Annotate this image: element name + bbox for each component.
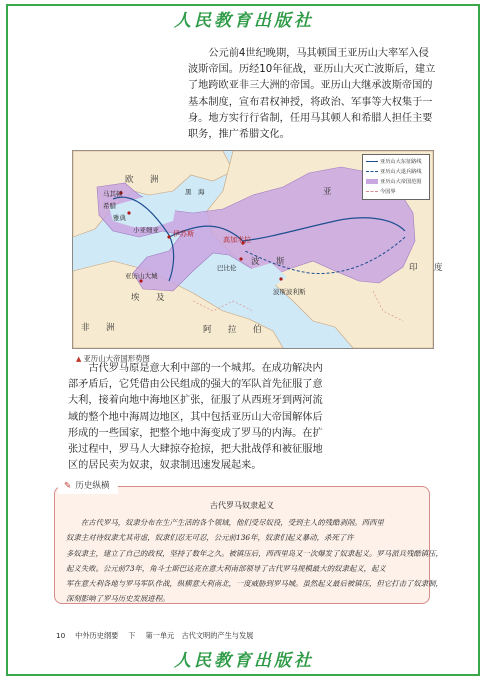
map-legend: [362, 154, 430, 200]
publisher-header: 人民教育出版社: [174, 11, 314, 31]
legend-label-conquest: 亚历山大东征路线: [380, 159, 422, 165]
map-label-athens: 雅典: [113, 214, 126, 222]
paragraph-alexander: [188, 46, 438, 143]
legend-label-empire: 亚历山大帝国范围: [380, 179, 422, 185]
legend-row-empire: [366, 178, 422, 185]
legend-swatch-retreat: [366, 171, 378, 172]
text-line: 多奴隶主，建立了自己的政权，坚持了数年之久。被镇压后，西西里岛又一次爆发了奴隶起义。罗马派兵残酷镇压，: [66, 548, 443, 558]
publisher-footer: 人民教育出版社: [174, 651, 314, 671]
map-label-asia: 亚: [323, 187, 336, 197]
scroll-icon: ✎: [64, 481, 72, 491]
map-label-india: 印 度: [409, 263, 447, 273]
map-label-arabia: 阿 拉 伯: [203, 325, 266, 335]
map-label-macedonia: 马其顿: [103, 190, 123, 198]
map-label-issus: 伊苏斯: [173, 230, 194, 238]
text-line: 大利，接着向地中海地区扩张，征服了从西班牙到两河流: [68, 395, 323, 407]
history-box-text: [66, 515, 443, 607]
text-line: 了地跨欧亚非三大洲的帝国。亚历山大继承波斯帝国的: [188, 80, 433, 92]
text-line: 身。地方实行行省制，任用马其顿人和希腊人担任主要: [188, 112, 433, 124]
text-line: 部矛盾后，它凭借由公民组成的强大的军队首先征服了意: [68, 379, 323, 391]
text-line: 职务，推广希腊文化。: [188, 129, 290, 141]
text-line: 域的整个地中海周边地区，其中包括亚历山大帝国解体后: [68, 411, 323, 423]
book-title: 中外历史纲要: [75, 631, 119, 640]
legend-swatch-empire: [366, 179, 378, 184]
map-label-gaugamela: 高加米拉: [223, 236, 251, 244]
map-label-alexandria: 亚历山大城: [125, 272, 158, 280]
legend-label-border: 今国界: [380, 189, 396, 195]
map-label-greece: 希腊: [103, 202, 116, 210]
paragraph-rome: [68, 361, 440, 474]
legend-swatch-conquest: [366, 161, 378, 162]
legend-label-retreat: 亚历山大退兵路线: [380, 169, 422, 175]
map-label-africa: 非 洲: [81, 323, 119, 333]
text-line: 区的居民卖为奴隶，奴隶制迅速发展起来。: [68, 460, 262, 472]
map-label-black-sea: 黑 海: [185, 188, 205, 196]
text-line: 奴隶主对待奴隶尤其苛虐，奴隶们忍无可忍，公元前136年，奴隶们起义暴动，杀死了许: [66, 533, 354, 543]
text-line: 公元前4世纪晚期，马其顿国王亚历山大率军入侵: [188, 48, 429, 59]
map-label-babylon: 巴比伦: [217, 264, 237, 272]
text-line: 波斯帝国。历经10年征战，亚历山大灭亡波斯后，建立: [188, 64, 436, 76]
map-label-persepolis: 波斯波利斯: [273, 288, 306, 296]
legend-row-conquest: [366, 158, 422, 165]
legend-row-border: [366, 188, 396, 195]
book-volume: 下: [128, 631, 136, 640]
page-footer: [56, 631, 263, 641]
legend-row-retreat: [366, 168, 422, 175]
triangle-icon: ▲: [76, 355, 82, 363]
map-label-europe: 欧 洲: [125, 175, 163, 185]
text-line: 形成的一些国家，把整个地中海变成了罗马的内海。在扩: [68, 427, 323, 439]
history-box-tab: [58, 478, 118, 494]
map-label-asia-minor: 小亚细亚: [133, 226, 159, 234]
map-label-persia: 波 斯: [251, 257, 289, 267]
map-label-egypt: 埃 及: [131, 293, 169, 303]
text-line: 古代罗马原是意大利中部的一个城邦。在成功解决内: [68, 363, 323, 374]
map-caption-text: 亚历山大帝国形势图: [83, 354, 150, 363]
alexander-empire-map: [72, 150, 447, 349]
unit-title: 第一单元 古代文明的产生与发展: [145, 631, 254, 640]
page-number: 10: [56, 631, 66, 640]
legend-swatch-border: [366, 191, 378, 192]
history-box-tab-label: 历史纵横: [75, 481, 110, 491]
history-box-title: 古代罗马奴隶起义: [210, 501, 274, 510]
text-line: 深刻影响了罗马历史发展进程。: [66, 594, 170, 604]
text-line: 军在意大利各地与罗马军队作战，纵横意大利南北，一度威胁到罗马城。虽然起义最后被镇压，但它打击了奴隶制，: [66, 579, 443, 589]
text-line: 起义失败。公元前73年，角斗士斯巴达克在意大利南部领导了古代罗马规模最大的奴隶起义，起义: [66, 563, 386, 573]
text-line: 张过程中，罗马人大肆掠夺抢掠，把大批战俘和被征服地: [68, 444, 323, 456]
text-line: 在古代罗马，奴隶分布在生产生活的各个领域，他们受尽奴役，受到主人的残酷剥削。西西里: [66, 518, 384, 527]
text-line: 基本制度，宣布君权神授，将政治、军事等大权集于一: [188, 96, 433, 108]
